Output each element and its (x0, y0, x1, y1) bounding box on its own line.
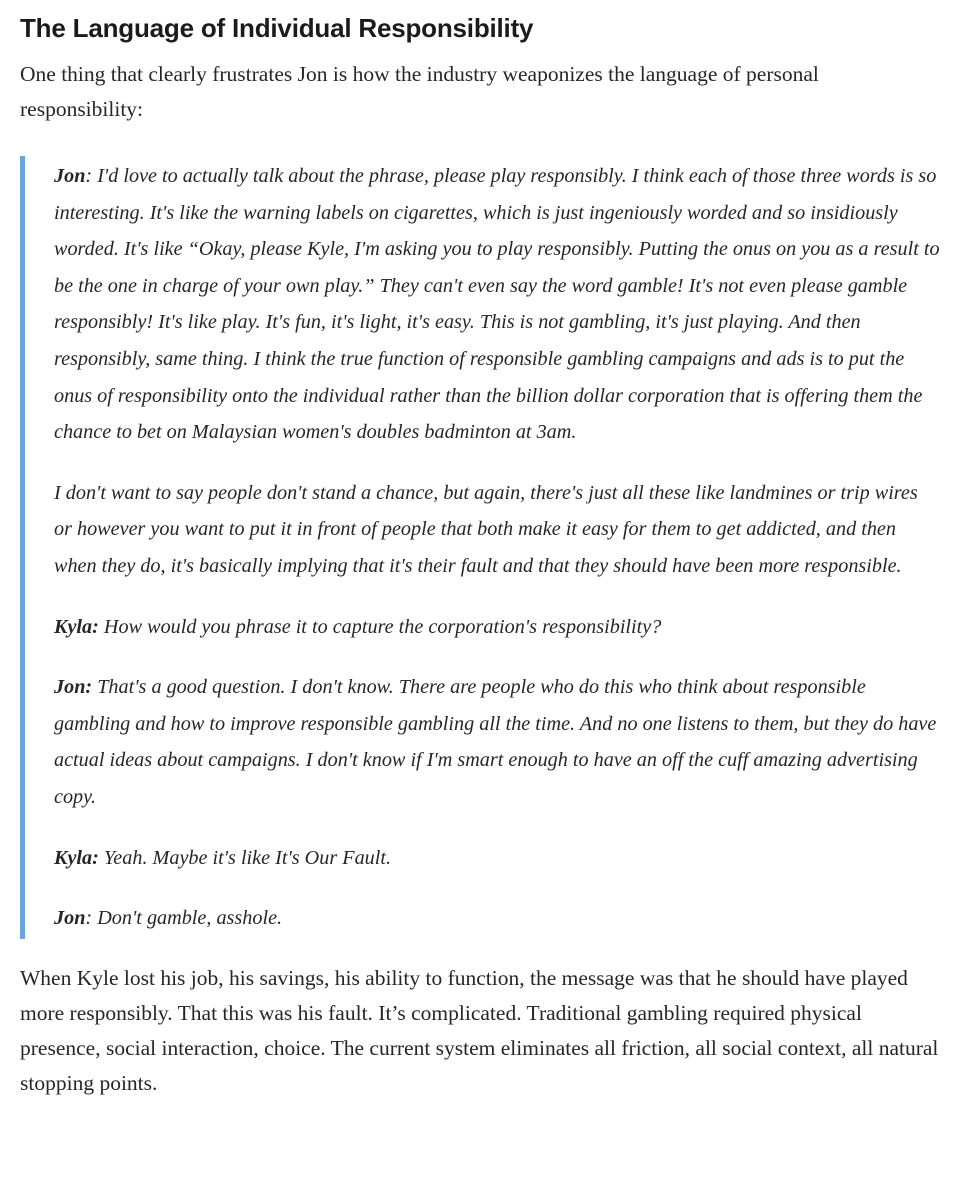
speaker-name: Jon (54, 907, 86, 930)
intro-paragraph: One thing that clearly frustrates Jon is how the industry weaponizes the language of personal responsibility: (20, 62, 819, 121)
outro-paragraph: When Kyle lost his job, his savings, his ability to function, the message was that he should have played more responsibly. That this was his fault. It’s complicated. Traditional gambling required physical presence, social interaction, choice. The current system eliminates all friction, all social context, all natural stopping points. (20, 965, 939, 1095)
quote-paragraph (54, 475, 940, 585)
quote-text: How would you phrase it to capture the corporation's responsibility? (98, 615, 662, 638)
speaker-name (54, 616, 99, 638)
section-heading: The Language of Individual Responsibility (20, 13, 534, 43)
speaker-name (54, 847, 99, 869)
quote-text: I'd love to actually talk about the phrase, please play responsibly. I think each of those three words is so interesting. It's like the warning labels on cigarettes, which is just ingeniously worded and so insidiously worded. It's like “Okay, please Kyle, I'm asking you to play responsibly. Putting the onus on you as a result to be the one in charge of your own play.” They can't even say the word gamble! It's not even please gamble responsibly! It's like play. It's fun, it's light, it's easy. This is not gambling, it's just playing. And then responsibly, same thing. I think the true function of responsible gambling campaigns and ads is to put the onus of responsibility onto the individual rather than the billion dollar corporation that is offering them the chance to bet on Malaysian women's doubles badminton at 3am. (54, 165, 940, 444)
quote-paragraph (54, 669, 940, 815)
speaker-name-text: Kyla (54, 615, 93, 638)
quote-text: Yeah. Maybe it's like It's Our Fault. (98, 846, 392, 869)
speaker-separator: : (92, 846, 99, 869)
speaker-separator: : (85, 676, 93, 699)
speaker-name (54, 676, 92, 698)
quote-text: Don't gamble, asshole. (92, 907, 283, 930)
quote-paragraph (54, 158, 940, 451)
article (20, 0, 940, 1101)
quote-paragraph (54, 840, 940, 877)
speaker-separator: : (85, 907, 93, 930)
quote-text: I don't want to say people don't stand a chance, but again, there's just all these like landmines or trip wires or however you want to put it in front of people that both make it easy for them to get addicted, and then when they do, it's basically implying that it's their fault and that they should have been more responsible. (54, 481, 918, 577)
speaker-name: Jon (54, 165, 86, 187)
speaker-separator: : (85, 165, 93, 187)
speaker-name-text: Kyla (54, 846, 93, 869)
speaker-name-text: Jon (54, 676, 86, 699)
speaker-separator: : (92, 615, 99, 638)
interview-blockquote (20, 156, 940, 939)
quote-paragraph (54, 609, 940, 646)
quote-text: That's a good question. I don't know. There are people who do this who think about responsible gambling and how to improve responsible gambling all the time. And no one listens to them, but they do have actual ideas about campaigns. I don't know if I'm smart enough to have an off the cuff amazing advertising copy. (54, 676, 937, 808)
quote-paragraph (54, 900, 940, 937)
